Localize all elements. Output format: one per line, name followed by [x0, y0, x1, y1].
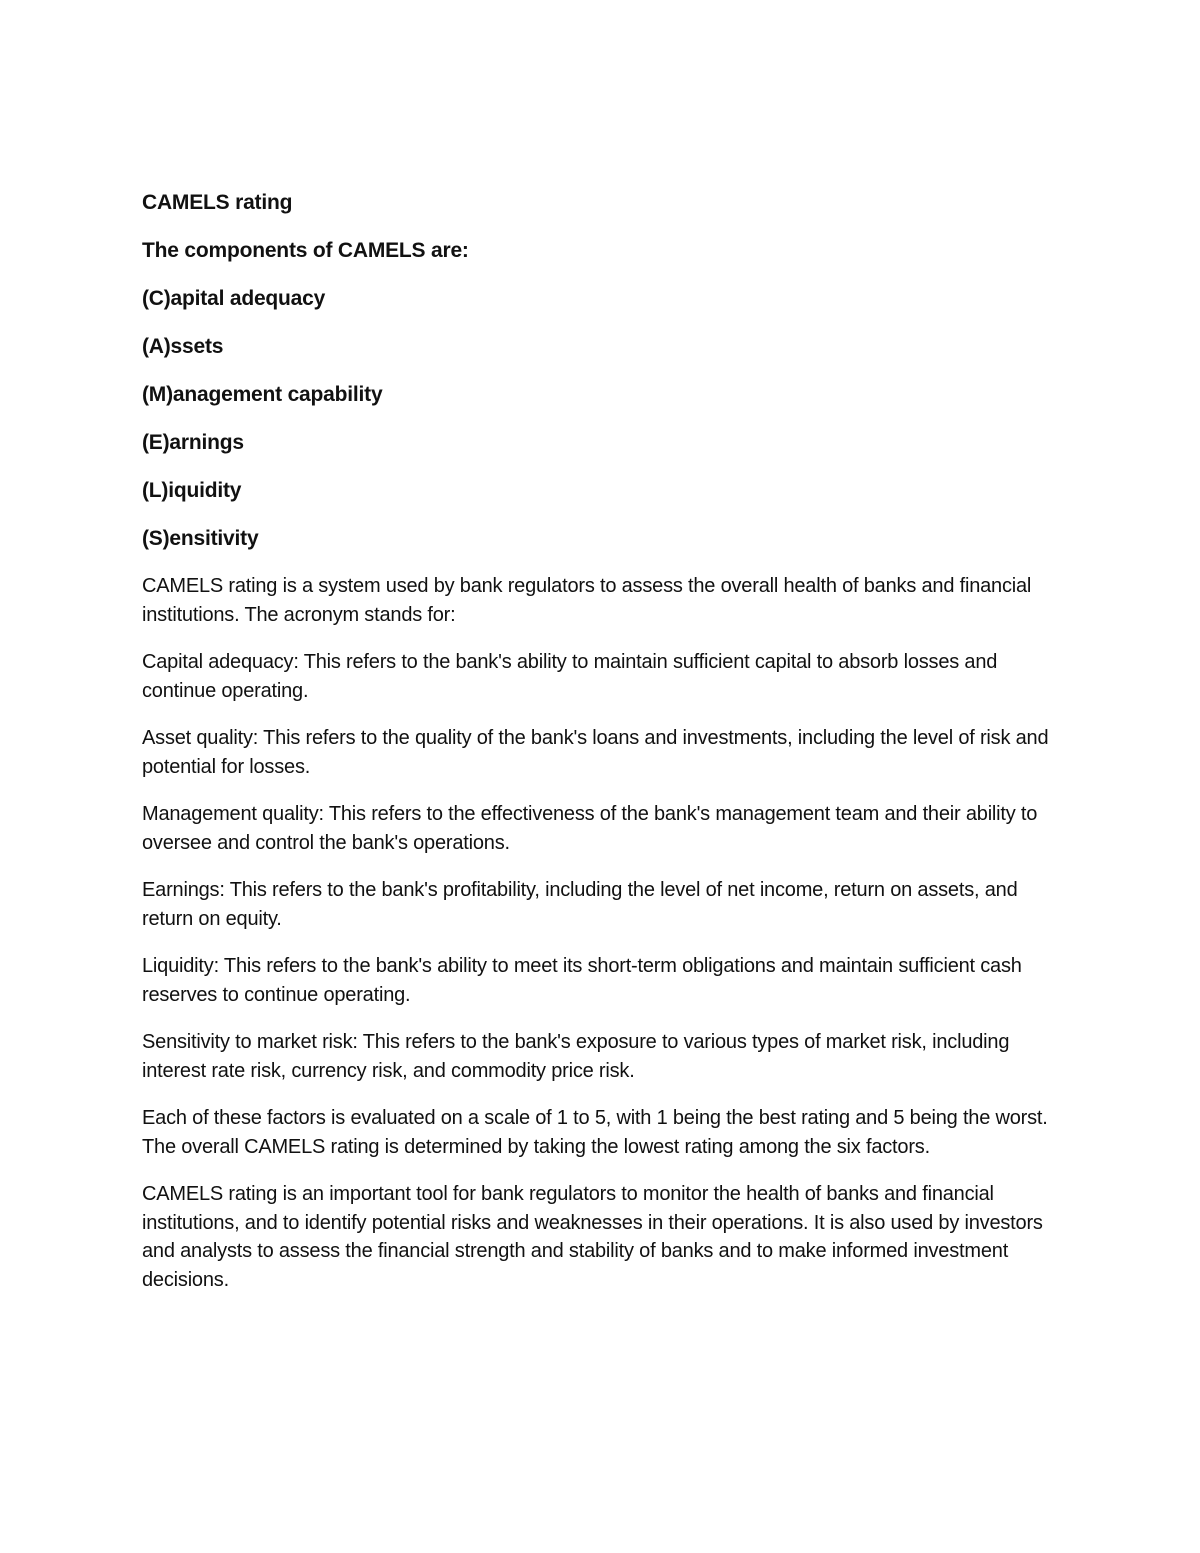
component-capital: (C)apital adequacy — [142, 287, 326, 310]
components-intro: The components of CAMELS are: — [142, 239, 469, 262]
document-title: CAMELS rating — [142, 191, 293, 214]
component-management: (M)anagement capability — [142, 383, 383, 406]
document-page — [142, 188, 1062, 1313]
asset-paragraph: Asset quality: This refers to the quality of the bank's loans and investments, including the level of risk and potential for losses. — [142, 727, 1049, 778]
management-paragraph: Management quality: This refers to the effectiveness of the bank's management team and their ability to oversee and control the bank's operations. — [142, 803, 1038, 854]
intro-paragraph: CAMELS rating is a system used by bank regulators to assess the overall health of banks and financial institutions. The acronym stands for: — [142, 575, 1032, 626]
component-sensitivity: (S)ensitivity — [142, 527, 259, 550]
earnings-paragraph: Earnings: This refers to the bank's profitability, including the level of net income, return on assets, and return on equity. — [142, 879, 1018, 930]
component-liquidity: (L)iquidity — [142, 479, 242, 502]
conclusion-paragraph: CAMELS rating is an important tool for bank regulators to monitor the health of banks and financial institutions, and to identify potential risks and weaknesses in their operations. It is also used by investors and analysts to assess the financial strength and stability of banks and to make informed investment decisions. — [142, 1183, 1043, 1291]
component-assets: (A)ssets — [142, 335, 224, 358]
liquidity-paragraph: Liquidity: This refers to the bank's ability to meet its short-term obligations and maintain sufficient cash reserves to continue operating. — [142, 955, 1022, 1006]
capital-paragraph: Capital adequacy: This refers to the bank's ability to maintain sufficient capital to absorb losses and continue operating. — [142, 651, 998, 702]
sensitivity-paragraph: Sensitivity to market risk: This refers to the bank's exposure to various types of market risk, including interest rate risk, currency risk, and commodity price risk. — [142, 1031, 1010, 1082]
scale-paragraph: Each of these factors is evaluated on a scale of 1 to 5, with 1 being the best rating and 5 being the worst. The overall CAMELS rating is determined by taking the lowest rating among the six factors. — [142, 1107, 1048, 1158]
component-earnings: (E)arnings — [142, 431, 244, 454]
